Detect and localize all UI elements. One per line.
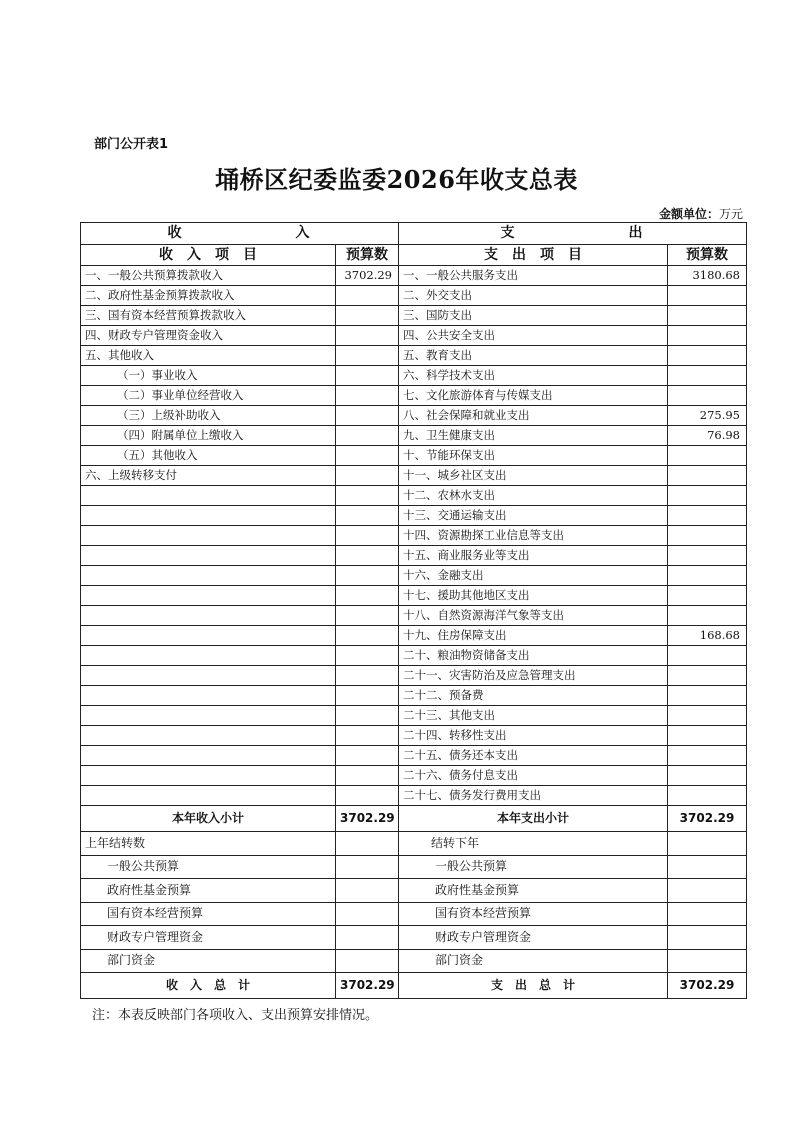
table-row — [81, 446, 747, 466]
expense-amount — [668, 766, 747, 786]
income-amount — [336, 726, 399, 746]
income-amount — [336, 606, 399, 626]
expense-item: 二、外交支出 — [399, 286, 668, 306]
expense-item: 十八、自然资源海洋气象等支出 — [399, 606, 668, 626]
expense-item: 四、公共安全支出 — [399, 326, 668, 346]
expense-amount — [668, 666, 747, 686]
income-item: 一、一般公共预算拨款收入 — [81, 266, 336, 286]
table-row — [81, 626, 747, 646]
income-item: （三）上级补助收入 — [81, 406, 336, 426]
income-amount — [336, 902, 399, 926]
expense-amount — [668, 586, 747, 606]
income-item — [81, 606, 336, 626]
expense-item: 十六、金融支出 — [399, 566, 668, 586]
expense-item: 十九、住房保障支出 — [399, 626, 668, 646]
header-income: 收 入 — [81, 223, 399, 245]
income-item — [81, 526, 336, 546]
income-item: 上年结转数 — [81, 832, 336, 856]
income-item — [81, 666, 336, 686]
expense-amount — [668, 306, 747, 326]
income-amount — [336, 326, 399, 346]
table-row — [81, 386, 747, 406]
table-row — [81, 546, 747, 566]
income-item — [81, 726, 336, 746]
expense-item: 二十七、债务发行费用支出 — [399, 786, 668, 806]
income-amount — [336, 646, 399, 666]
header-income-item: 收 入 项 目 — [81, 245, 336, 266]
income-amount — [336, 366, 399, 386]
expense-item: 十五、商业服务业等支出 — [399, 546, 668, 566]
expense-item: 二十四、转移性支出 — [399, 726, 668, 746]
expense-item: 八、社会保障和就业支出 — [399, 406, 668, 426]
expense-amount — [668, 486, 747, 506]
table-row — [81, 766, 747, 786]
income-amount: 3702.29 — [336, 266, 399, 286]
income-amount — [336, 626, 399, 646]
expense-amount — [668, 526, 747, 546]
income-amount — [336, 526, 399, 546]
expense-item: 三、国防支出 — [399, 306, 668, 326]
expense-item: 二十一、灾害防治及应急管理支出 — [399, 666, 668, 686]
income-subtotal-amount: 3702.29 — [336, 806, 399, 832]
expense-amount — [668, 949, 747, 973]
expense-amount — [668, 346, 747, 366]
expense-amount — [668, 546, 747, 566]
table-row — [81, 726, 747, 746]
table-row — [81, 286, 747, 306]
page-title: 埇桥区纪委监委2026年收支总表 — [215, 165, 578, 194]
income-item: 国有资本经营预算 — [81, 902, 336, 926]
income-amount — [336, 686, 399, 706]
expense-amount — [668, 746, 747, 766]
table-row — [81, 606, 747, 626]
expense-item: 一、一般公共服务支出 — [399, 266, 668, 286]
table-row — [81, 686, 747, 706]
expense-amount — [668, 706, 747, 726]
income-amount — [336, 879, 399, 903]
income-item: （二）事业单位经营收入 — [81, 386, 336, 406]
income-subtotal-label: 本年收入小计 — [81, 806, 336, 832]
income-item: （四）附属单位上缴收入 — [81, 426, 336, 446]
income-total-label: 收 入 总 计 — [81, 973, 336, 999]
income-item: 政府性基金预算 — [81, 879, 336, 903]
expense-amount: 3180.68 — [668, 266, 747, 286]
expense-item: 十一、城乡社区支出 — [399, 466, 668, 486]
income-amount — [336, 486, 399, 506]
income-amount — [336, 426, 399, 446]
expense-item: 二十二、预备费 — [399, 686, 668, 706]
income-item — [81, 506, 336, 526]
total-row — [81, 973, 747, 999]
income-item — [81, 586, 336, 606]
table-row — [81, 566, 747, 586]
income-amount — [336, 386, 399, 406]
header-income-budget: 预算数 — [336, 245, 399, 266]
income-item — [81, 486, 336, 506]
income-item — [81, 746, 336, 766]
header-expense-budget: 预算数 — [668, 245, 747, 266]
income-item: （一）事业收入 — [81, 366, 336, 386]
header-expense-item: 支 出 项 目 — [399, 245, 668, 266]
carryover-row — [81, 902, 747, 926]
expense-amount — [668, 786, 747, 806]
unit-label — [659, 205, 743, 222]
carryover-row — [81, 855, 747, 879]
expense-amount — [668, 646, 747, 666]
income-item — [81, 546, 336, 566]
table-row — [81, 506, 747, 526]
income-item: 三、国有资本经营预算拨款收入 — [81, 306, 336, 326]
expense-item: 九、卫生健康支出 — [399, 426, 668, 446]
expense-amount — [668, 366, 747, 386]
income-item — [81, 566, 336, 586]
income-amount — [336, 286, 399, 306]
expense-item: 二十五、债务还本支出 — [399, 746, 668, 766]
expense-amount — [668, 466, 747, 486]
expense-item: 十、节能环保支出 — [399, 446, 668, 466]
expense-amount — [668, 506, 747, 526]
income-item — [81, 626, 336, 646]
expense-item: 二十三、其他支出 — [399, 706, 668, 726]
income-amount — [336, 766, 399, 786]
expense-amount — [668, 686, 747, 706]
table-row — [81, 306, 747, 326]
income-item: （五）其他收入 — [81, 446, 336, 466]
table-row — [81, 586, 747, 606]
unit-label-key: 金额单位： — [658, 207, 719, 221]
expense-amount — [668, 446, 747, 466]
expense-subtotal-label: 本年支出小计 — [399, 806, 668, 832]
income-amount — [336, 566, 399, 586]
table-row — [81, 706, 747, 726]
income-item — [81, 686, 336, 706]
income-amount — [336, 949, 399, 973]
income-item — [81, 766, 336, 786]
doc-label: 部门公开表1 — [94, 137, 169, 152]
expense-amount — [668, 879, 747, 903]
income-item — [81, 646, 336, 666]
expense-subtotal-amount: 3702.29 — [668, 806, 747, 832]
expense-item: 财政专户管理资金 — [399, 926, 668, 950]
expense-item: 六、科学技术支出 — [399, 366, 668, 386]
income-item: 一般公共预算 — [81, 855, 336, 879]
subtotal-row — [81, 806, 747, 832]
expense-amount — [668, 726, 747, 746]
income-amount — [336, 666, 399, 686]
table-row — [81, 266, 747, 286]
income-amount — [336, 346, 399, 366]
income-amount — [336, 406, 399, 426]
table-row — [81, 666, 747, 686]
income-item: 二、政府性基金预算拨款收入 — [81, 286, 336, 306]
income-amount — [336, 855, 399, 879]
expense-item: 七、文化旅游体育与传媒支出 — [399, 386, 668, 406]
expense-item: 二十、粮油物资储备支出 — [399, 646, 668, 666]
expense-amount — [668, 326, 747, 346]
expense-amount — [668, 855, 747, 879]
header-expense: 支 出 — [399, 223, 747, 245]
expense-amount: 76.98 — [668, 426, 747, 446]
income-item — [81, 786, 336, 806]
income-amount — [336, 586, 399, 606]
expense-item: 五、教育支出 — [399, 346, 668, 366]
table-row — [81, 366, 747, 386]
income-amount — [336, 546, 399, 566]
expense-total-label: 支 出 总 计 — [399, 973, 668, 999]
table-row — [81, 786, 747, 806]
expense-amount — [668, 566, 747, 586]
income-amount — [336, 466, 399, 486]
income-amount — [336, 926, 399, 950]
expense-amount: 168.68 — [668, 626, 747, 646]
income-item: 五、其他收入 — [81, 346, 336, 366]
expense-amount — [668, 386, 747, 406]
income-amount — [336, 786, 399, 806]
table-row — [81, 346, 747, 366]
income-amount — [336, 706, 399, 726]
header-row-columns — [81, 245, 747, 266]
expense-item: 部门资金 — [399, 949, 668, 973]
income-amount — [336, 746, 399, 766]
income-total-amount: 3702.29 — [336, 973, 399, 999]
unit-value: 万元 — [718, 207, 743, 221]
income-item: 四、财政专户管理资金收入 — [81, 326, 336, 346]
expense-total-amount: 3702.29 — [668, 973, 747, 999]
expense-amount — [668, 286, 747, 306]
carryover-row — [81, 926, 747, 950]
income-amount — [336, 306, 399, 326]
expense-item: 十四、资源勘探工业信息等支出 — [399, 526, 668, 546]
carryover-row — [81, 832, 747, 856]
income-amount — [336, 832, 399, 856]
table-row — [81, 526, 747, 546]
table-row — [81, 406, 747, 426]
header-row-groups — [81, 223, 747, 245]
income-amount — [336, 506, 399, 526]
expense-item: 十二、农林水支出 — [399, 486, 668, 506]
expense-item: 一般公共预算 — [399, 855, 668, 879]
budget-table — [80, 222, 747, 999]
expense-amount: 275.95 — [668, 406, 747, 426]
expense-item: 二十六、债务付息支出 — [399, 766, 668, 786]
table-row — [81, 466, 747, 486]
expense-amount — [668, 926, 747, 950]
expense-amount — [668, 902, 747, 926]
table-row — [81, 646, 747, 666]
income-item: 六、上级转移支付 — [81, 466, 336, 486]
expense-amount — [668, 832, 747, 856]
expense-item: 十三、交通运输支出 — [399, 506, 668, 526]
table-row — [81, 426, 747, 446]
carryover-row — [81, 949, 747, 973]
carryover-row — [81, 879, 747, 903]
income-item — [81, 706, 336, 726]
income-amount — [336, 446, 399, 466]
footnote: 注：本表反映部门各项收入、支出预算安排情况。 — [92, 1008, 379, 1023]
expense-item: 国有资本经营预算 — [399, 902, 668, 926]
table-row — [81, 746, 747, 766]
table-row — [81, 326, 747, 346]
table-row — [81, 486, 747, 506]
expense-amount — [668, 606, 747, 626]
income-item: 部门资金 — [81, 949, 336, 973]
income-item: 财政专户管理资金 — [81, 926, 336, 950]
expense-item: 结转下年 — [399, 832, 668, 856]
expense-item: 十七、援助其他地区支出 — [399, 586, 668, 606]
expense-item: 政府性基金预算 — [399, 879, 668, 903]
